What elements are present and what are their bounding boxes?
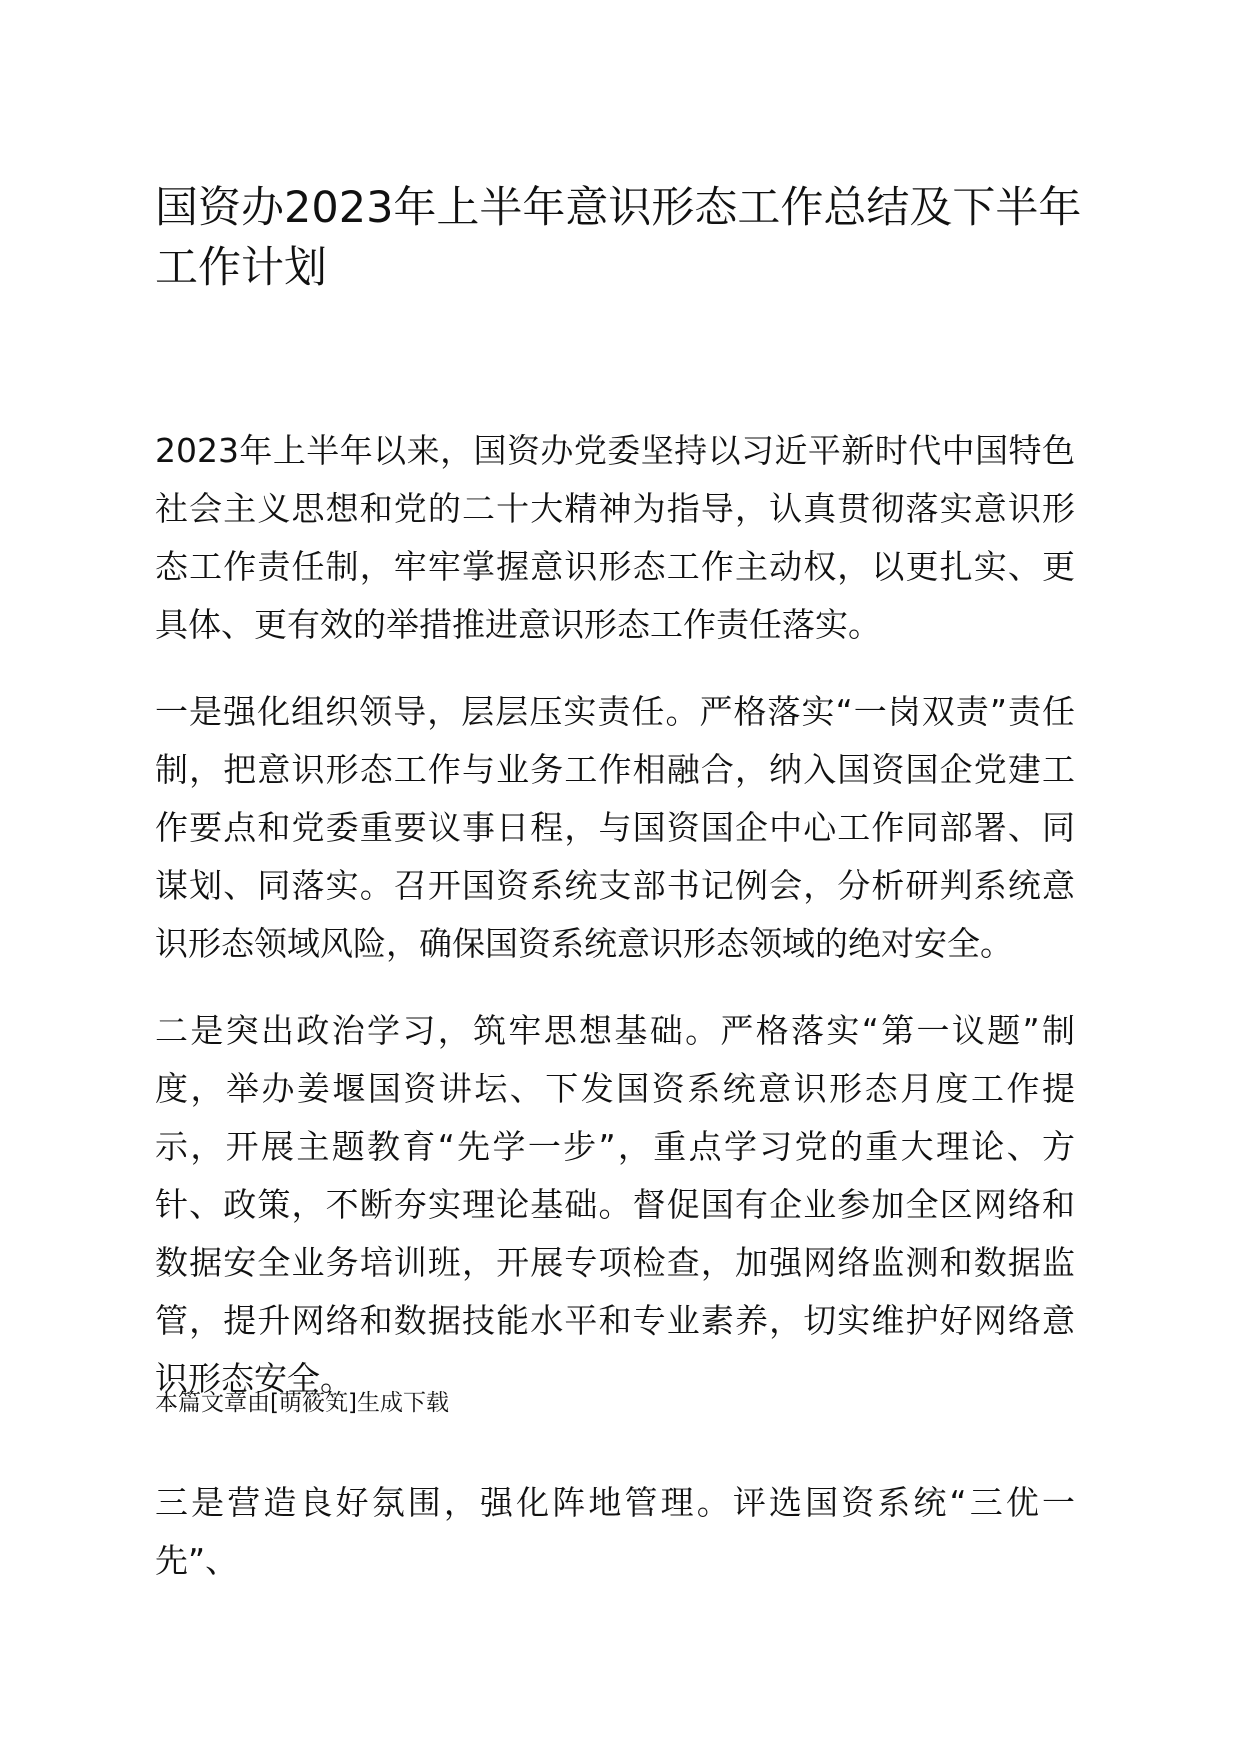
paragraph-section-1: 一是强化组织领导，层层压实责任。严格落实“一岗双责”责任制，把意识形态工作与业务工作相融合，纳入国资国企党建工作要点和党委重要议事日程，与国资国企中心工作同部署、同谋划、同落实。召开国资系统支部书记例会，分析研判系统意识形态领域风险，确保国资系统意识形态领域的绝对安全。 xyxy=(155,692,1075,963)
download-note: 本篇文章由[萌筱笂]生成下载 xyxy=(155,1390,449,1416)
document-title: 国资办2023年上半年意识形态工作总结及下半年工作计划 xyxy=(155,183,1082,293)
paragraph-section-2: 二是突出政治学习，筑牢思想基础。严格落实“第一议题”制度，举办姜堰国资讲坛、下发国资系统意识形态月度工作提示，开展主题教育“先学一步”，重点学习党的重大理论、方针、政策，不断夯实理论基础。督促国有企业参加全区网络和数据安全业务培训班，开展专项检查，加强网络监测和数据监管，提升网络和数据技能水平和专业素养，切实维护好网络意识形态安全。 xyxy=(155,1011,1075,1398)
paragraph-section-3: 三是营造良好氛围，强化阵地管理。评选国资系统“三优一先”、 xyxy=(155,1483,1075,1580)
paragraph-intro: 2023年上半年以来，国资办党委坚持以习近平新时代中国特色社会主义思想和党的二十大精神为指导，认真贯彻落实意识形态工作责任制，牢牢掌握意识形态工作主动权，以更扎实、更具体、更有效的举措推进意识形态工作责任落实。 xyxy=(155,431,1075,644)
